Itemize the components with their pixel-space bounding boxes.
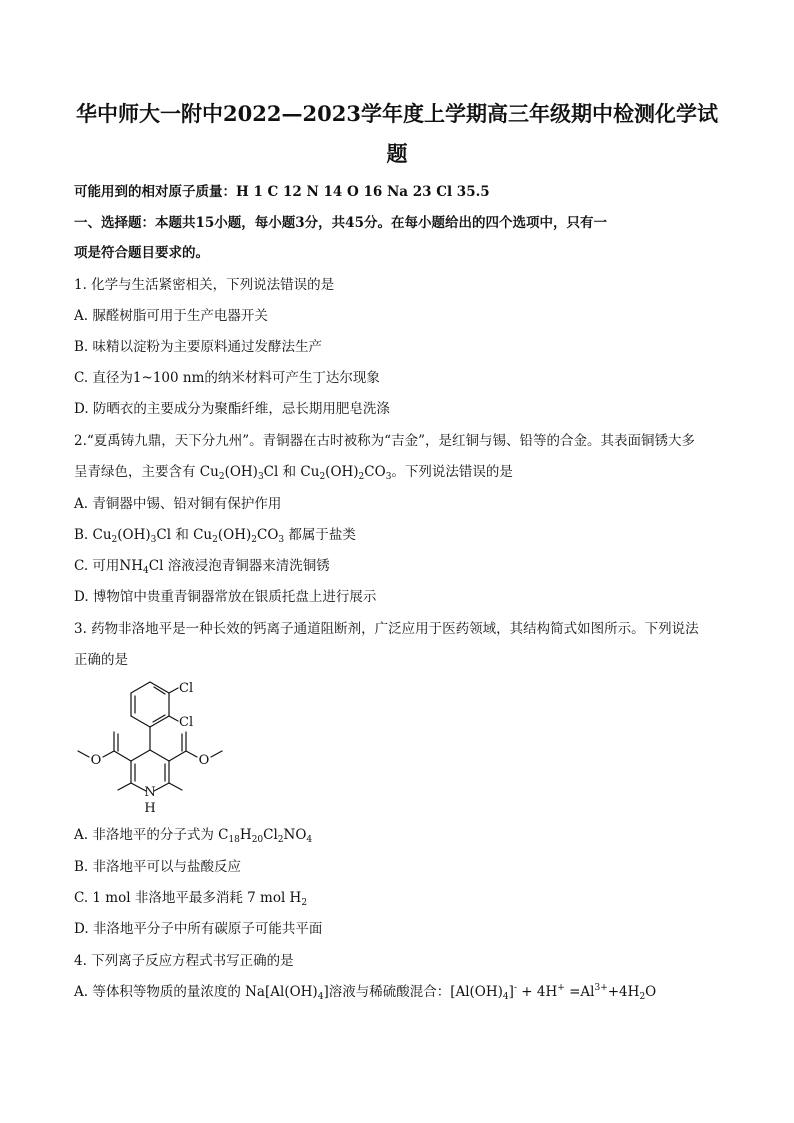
exam-title-line1: 华中师大一附中2022—2023学年度上学期高三年级期中检测化学试 [76, 101, 718, 126]
atomic-masses: 可能用到的相对原子质量：H 1 C 12 N 14 O 16 Na 23 Cl 35.5 [74, 184, 490, 200]
q1-option-b: B. 味精以淀粉为主要原料通过发酵法生产 [74, 339, 323, 355]
q2-stem-line2: 呈青绿色，主要含有 $Cu_2(OH)_3Cl$ 和 $Cu_2(OH)_2CO_3$。下列说法错误的是 [74, 464, 513, 482]
q3-option-a: A. 非洛地平的分子式为 $C_{18}H_{20}Cl_2NO_4$ [74, 827, 313, 845]
q2-option-b: B. $Cu_2(OH)_3Cl$ 和 $Cu_2(OH)_2CO_3$ 都属于盐类 [74, 527, 356, 545]
q2-option-a: A. 青铜器中锡、铅对铜有保护作用 [74, 496, 282, 512]
q3-option-b: B. 非洛地平可以与盐酸反应 [74, 859, 242, 875]
q1-option-a: A. 脲醛树脂可用于生产电器开关 [74, 308, 268, 324]
q3-stem-line2: 正确的是 [74, 652, 128, 668]
oxygen-label-right: O [198, 753, 210, 768]
chlorine-label-2: Cl [179, 715, 194, 730]
q4-stem: 4. 下列离子反应方程式书写正确的是 [74, 953, 294, 969]
q3-option-d: D. 非洛地平分子中所有碳原子可能共平面 [74, 921, 323, 937]
q4-option-a: A. 等体积等物质的量浓度的 $Na[Al(OH)_4]$溶液与稀硫酸混合：$[Al(OH)_4]^- + 4H^+ =Al^{3+}+4H_2O$ [74, 983, 657, 1002]
q1-option-d: D. 防晒衣的主要成分为聚酯纤维，忌长期用肥皂洗涤 [74, 401, 390, 417]
q2-option-c: C. 可用$NH_4Cl$ 溶液浸泡青铜器来清洗铜锈 [74, 558, 330, 576]
hydrogen-label: H [144, 801, 156, 816]
q1-stem: 1. 化学与生活紧密相关，下列说法错误的是 [74, 277, 335, 293]
nitrogen-label: N [144, 785, 156, 800]
q2-option-d: D. 博物馆中贵重青铜器常放在银质托盘上进行展示 [74, 589, 377, 605]
q1-option-c: C. 直径为1~100 nm的纳米材料可产生丁达尔现象 [74, 370, 380, 386]
section-heading-line2: 项是符合题目要求的。 [74, 245, 209, 261]
q3-stem-line1: 3. 药物非洛地平是一种长效的钙离子通道阻断剂，广泛应用于医药领域，其结构简式如图所示。下列说法 [74, 621, 699, 637]
section-heading-line1: 一、选择题：本题共15小题，每小题3分，共45分。在每小题给出的四个选项中，只有一 [74, 215, 607, 231]
q2-stem-line1: 2.“夏禹铸九鼎，天下分九州”。青铜器在古时被称为“吉金”，是红铜与锡、铅等的合金。其表面铜锈大多 [74, 433, 695, 449]
felodipine-structure [60, 672, 250, 822]
oxygen-label-left: O [90, 753, 102, 768]
q3-option-c: C. 1 mol 非洛地平最多消耗 7 mol $H_2$ [74, 890, 308, 908]
chlorine-label-1: Cl [179, 681, 194, 696]
exam-title-line2: 题 [386, 141, 408, 166]
